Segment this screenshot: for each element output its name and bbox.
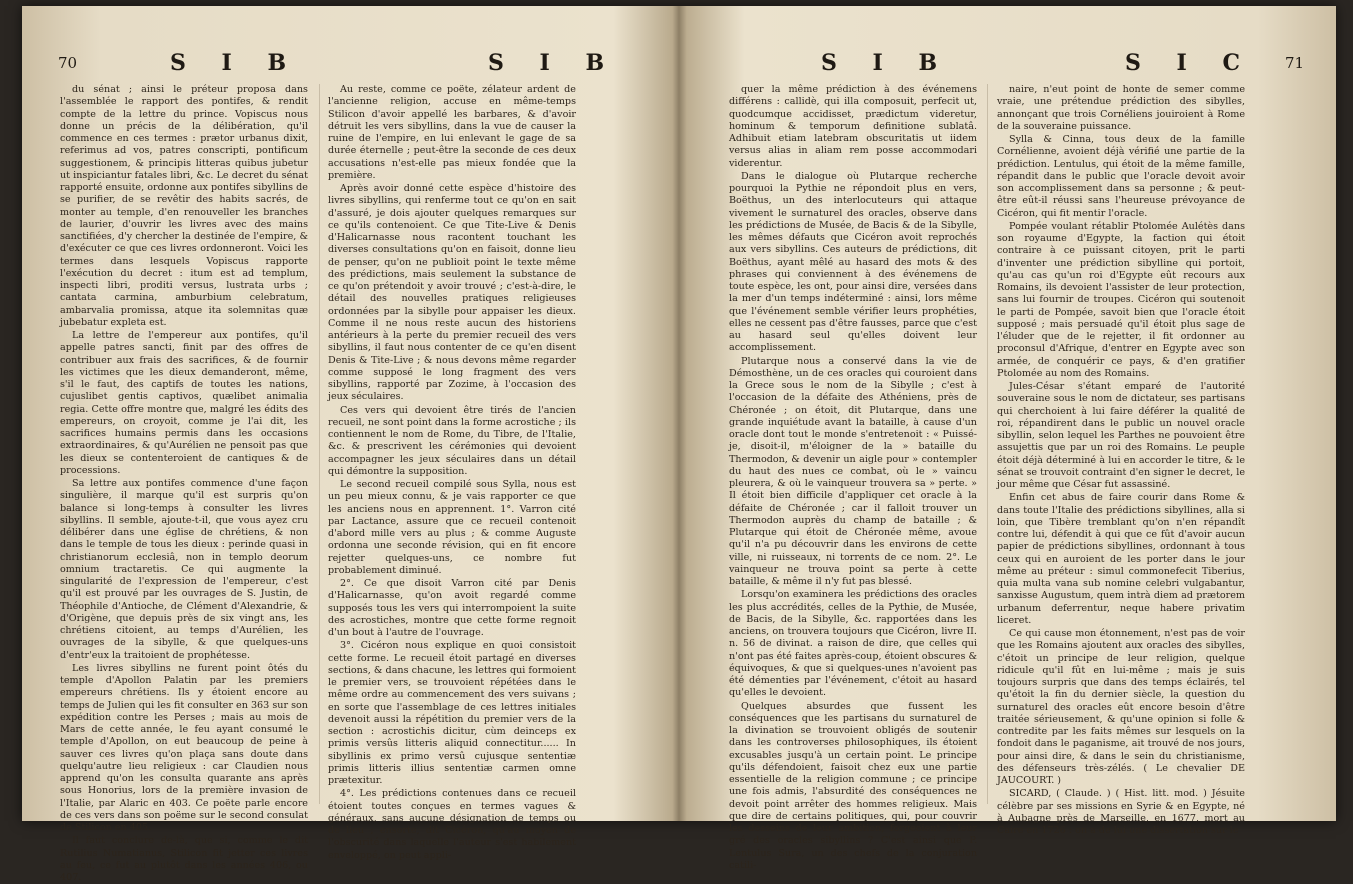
paragraph: Jules-César s'étant emparé de l'autorité souveraine sous le nom de dictateur, ses partisans qui cherchoient à lui faire déférer la qualité de roi, répandirent dans le public un nouvel oracle sibyllin, selon lequel les Parthes ne pouvoient être assujettis que par un roi des Romains. Le peuple étoit déjà déterminé à lui en accorder le titre, & le sénat se trouvoit contraint d'en signer le decret, le jour même que César fut assassiné. <box>997 381 1245 490</box>
paragraph: Au reste, comme ce poëte, zélateur ardent de l'ancienne religion, accuse en même-temps Stilicon d'avoir appellé les barbares, & d'avoir détruit les vers sibyllins, dans la vue de causer la ruine de l'empire, en lui enlevant le gage de sa durée éternelle ; peut-être la seconde de ces deux accusations n'est-elle pas mieux fondée que la première. <box>328 84 576 181</box>
left-header <box>22 50 679 78</box>
paragraph: Les livres sibyllins ne furent point ôtés du temple d'Apollon Palatin par les premiers empereurs chrétiens. Ils y étoient encore au temps de Julien qui les fit consulter en 363 sur son expédition contre les Perses ; mais au mois de Mars de cette année, le feu ayant consumé le temple d'Apollon, on eut beaucoup de peine à sauver ces livres qu'on plaça sans doute dans quelqu'autre lieu religieux : car Claudien nous apprend qu'on les consulta quarante ans après sous Honorius, lors de la première invasion de l'Italie, par Alaric en 403. Ce poëte parle encore de ces vers dans son poëme sur le second consulat de Stilicon en 405. <box>60 662 308 833</box>
paragraph: Ces vers qui devoient être tirés de l'ancien recueil, ne sont point dans la forme acrostiche ; ils contiennent le nom de Rome, du Tibre, de l'Italie, &c. & prescrivent les cérémonies qui devoient accompagner les jeux séculaires dans un détail qui démontre la supposition. <box>328 404 576 477</box>
paragraph: naire, n'eut point de honte de semer comme vraie, une prétendue prédiction des sibylles, annonçant que trois Cornéliens jouiroient à Rome de la souveraine puissance. <box>997 84 1245 132</box>
text-column-right-1 <box>729 84 977 871</box>
paragraph: Le second recueil compilé sous Sylla, nous est un peu mieux connu, & je vais rapporter ce que les anciens nous en apprennent. 1°. Varron cité par Lactance, assure que ce recueil contenoit d'abord mille vers au plus ; & comme Auguste ordonna une seconde révision, qui en fit encore rejetter quelques-uns, ce nombre fut probablement diminué. <box>328 479 576 576</box>
left-page <box>22 6 679 883</box>
paragraph: 3°. Cicéron nous explique en quoi consistoit cette forme. Le recueil étoit partagé en diverses sections, & dans chacune, les lettres qui formoient le premier vers, se trouvoient répétées dans le même ordre au commencement des vers suivans ; en sorte que l'assemblage de ces lettres initiales devenoit aussi la répétition du premier vers de la section : acrostichis dicitur, cùm deinceps ex primis versûs litteris aliquid connectitur...... In sibyllinis ex primo versû cujusque sententiæ primis litteris illius sententiæ carmen omne prætexitur. <box>328 640 576 786</box>
paragraph: Il faut conclure de-là, que si, comme le dit Rutilius Numatianus, Stilicon fit jetter ces livres au feu, ce fut au plutôt dans les années 406, ou 407. <box>60 835 308 883</box>
paragraph: Lorsqu'on examinera les prédictions des oracles les plus accrédités, celles de la Pythie, de Musée, de Bacis, de la Sibylle, &c. rapportées dans les anciens, on trouvera toujours que Cicéron, livre II. n. 56 de divinat. a raison de dire, que celles qui n'ont pas été faites après-coup, étoient obscures & équivoques, & que si quelques-unes n'avoient pas été démenties par l'événement, c'étoit au hasard qu'elles le devoient. <box>729 589 977 699</box>
right-page <box>679 6 1336 871</box>
paragraph: SICARD, ( Claude. ) ( Hist. litt. mod. ) Jésuite célèbre par ses missions en Syrie & en Egypte, né à Aubagne près de Marseille, en 1677, mort au Caire en 1726 : on a de lui une dissertation sur le <box>997 788 1245 836</box>
right-header <box>679 50 1336 78</box>
paragraph: Ce qui cause mon étonnement, n'est pas de voir que les Romains ajoutent aux oracles des sibylles, c'étoit un principe de leur religion, quelque ridicule qu'il fût en lui-même ; mais je suis toujours surpris que dans des temps éclairés, tel qu'étoit la fin du dernier siècle, la question du surnaturel des oracles eût encore besoin d'être traitée sérieusement, & qu'une opinion si folle & contredite par les faits mêmes sur lesquels on la fondoit dans le paganisme, ait trouvé de nos jours, pour ainsi dire, & dans le sein du christianisme, des défenseurs très-zélés. ( Le chevalier DE JAUCOURT. ) <box>997 628 1245 786</box>
text-column-left-2 <box>328 84 576 861</box>
text-column-right-2 <box>997 84 1245 836</box>
paragraph: Enfin cet abus de faire courir dans Rome & dans toute l'Italie des prédictions sibyllines, alla si loin, que Tibère tremblant qu'on n'en répandît contre lui, défendit à qui que ce fût d'avoir aucun papier de prédictions sibyllines, ordonnant à tous ceux qui en auroient de les porter dans le jour même au préteur : simul commonefecit Tiberius, quia multa vana sub nomine celebri vulgabantur, sanxisse Augustum, quem intrà diem ad prætorem urbanum deferrentur, neque habere privatim liceret. <box>997 492 1245 626</box>
column-divider <box>987 84 988 804</box>
page-number: 71 <box>1285 54 1305 72</box>
paragraph: Quelques absurdes que fussent les conséquences que les partisans du surnaturel de la divination se trouvoient obligés de soutenir dans les controverses philosophiques, ils étoient excusables jusqu'à un certain point. Le principe qu'ils défendoient, faisoit chez eux une partie essentielle de la religion commune ; ce principe une fois admis, l'absurdité des conséquences ne devoit point arrêter des hommes religieux. Mais que dire de certains politiques, qui, pour couvrir les desseins de leur ambition, forgeoient à leur gré des oracles sibyllins ? C'est ainsi que P. Lentulus Sura, un des chefs de la conjuration catili- <box>729 700 977 871</box>
paragraph: Après avoir donné cette espèce d'histoire des livres sibyllins, qui renferme tout ce qu'on en sait d'assuré, je dois ajouter quelques remarques sur ce qu'ils contenoient. Ce que Tite-Live & Denis d'Halicarnasse nous racontent touchant les diverses consultations qu'on en faisoit, donne lieu de penser, qu'on ne publioit point le texte même des prédictions, mais seulement la substance de ce qu'on prétendoit y avoir trouvé ; c'est-à-dire, le détail des nouvelles pratiques religieuses ordonnées par la sibylle pour appaiser les dieux. Comme il ne nous reste aucun des historiens antérieurs à la perte du premier recueil des vers sibyllins, il faut nous contenter de ce qu'en disent Denis & Tite-Live ; & nous devons même regarder comme supposé le long fragment des vers sibyllins, rapporté par Zozime, à l'occasion des jeux séculaires. <box>328 183 576 403</box>
running-head: S I B <box>821 50 952 76</box>
paragraph: 4°. Les prédictions contenues dans ce recueil étoient toutes conçues en termes vagues & généraux, sans aucune désignation de temps ou de lieu ; ensorte, dit Cicéron, qu'au moyen de l'obscurité dans laquelle l'auteur s'est habilement enveloppé, on peut appli- <box>328 788 576 861</box>
paragraph: Plutarque nous a conservé dans la vie de Démosthène, un de ces oracles qui couroient dans la Grece sous le nom de la Sibylle ; c'est à l'occasion de la défaite des Athéniens, près de Chéronée ; on étoit, dit Plutarque, dans une grande inquiétude avant la bataille, à cause d'un oracle dont tout le monde s'entretenoit : « Puissé-je, disoit-il, m'éloigner de la » bataille du Thermodon, & devenir un aigle pour » contempler du haut des nues ce combat, où le » vaincu pleurera, & où le vainqueur trouvera sa » perte. » Il étoit bien difficile d'appliquer cet oracle à la défaite de Chéronée ; car il falloit trouver un Thermodon auprès du champ de bataille ; & Plutarque qui étoit de Chéronée même, avoue qu'il n'a pu découvrir dans les environs de cette ville, ni ruisseaux, ni torrents de ce nom. 2°. Le vainqueur ne trouva point sa perte à cette bataille, & même il n'y fut pas blessé. <box>729 355 977 587</box>
running-head: S I B <box>488 50 619 76</box>
book-spread <box>22 6 1336 883</box>
paragraph: 2°. Ce que disoit Varron cité par Denis d'Halicarnasse, qu'on avoit regardé comme supposés tous les vers qui interrompoient la suite des acrostiches, montre que cette forme regnoit d'un bout à l'autre de l'ouvrage. <box>328 578 576 638</box>
text-column-left-1 <box>60 84 308 883</box>
paragraph: du sénat ; ainsi le préteur proposa dans l'assemblée le rapport des pontifes, & rendit compte de la lettre du prince. Vopiscus nous donne un précis de la délibération, qu'il commence en ces termes : prætor urbanus dixit, referimus ad vos, patres conscripti, pontificum suggestionem, & principis litteras quibus jubetur ut inspiciantur fatales libri, &c. Le decret du sénat rapporté ensuite, ordonne aux pontifes sibyllins de se purifier, de se revêtir des habits sacrés, de monter au temple, d'en renouveller les branches de laurier, d'ouvrir les livres avec des mains sanctifiées, d'y chercher la destinée de l'empire, & d'exécuter ce que ces livres ordonneront. Voici les termes dans lesquels Vopiscus rapporte l'exécution du decret : itum est ad templum, inspecti libri, proditi versus, lustrata urbs ; cantata carmina, amburbium celebratum, ambarvalia promissa, atque ita solemnitas quæ jubebatur expleta est. <box>60 84 308 328</box>
running-head: S I C <box>1125 50 1255 76</box>
paragraph: quer la même prédiction à des événemens différens : callidè, qui illa composuit, perfecit ut, quodcumque accidisset, prædictum videretur, hominum & temporum definitione sublatâ. Adhibuit etiam latebram obscuritatis ut iidem versus alias in aliam rem posse accommodari viderentur. <box>729 84 977 169</box>
paragraph: Dans le dialogue où Plutarque recherche pourquoi la Pythie ne répondoit plus en vers, Boëthus, un des interlocuteurs qui attaque vivement le surnaturel des oracles, observe dans les prédictions de Musée, de Bacis & de la Sibylle, les mêmes défauts que Cicéron avoit reprochés aux vers sibyllins. Ces auteurs de prédictions, dit Boëthus, ayant mêlé au hasard des mots & des phrases qui conviennent à des événemens de toute espèce, les ont, pour ainsi dire, versées dans la mer d'un temps indéterminé : ainsi, lors même que l'événement semble vérifier leurs prophéties, elles ne cessent pas d'être fausses, parce que c'est au hasard seul qu'elles doivent leur accomplissement. <box>729 170 977 354</box>
paragraph: La lettre de l'empereur aux pontifes, qu'il appelle patres sancti, finit par des offres de contribuer aux frais des sacrifices, & de fournir les victimes que les dieux demanderont, même, s'il le faut, des captifs de toutes les nations, cujuslibet gentis captivos, quælibet animalia regia. Cette offre montre que, malgré les édits des empereurs, on croyoit, comme je l'ai dit, les sacrifices humains permis dans les occasions extraordinaires, & qu'Aurélien ne pensoit pas que les dieux se contenteroient de cantiques & de processions. <box>60 330 308 476</box>
paragraph: Sylla & Cinna, tous deux de la famille Cornélienne, avoient déjà vérifié une partie de la prédiction. Lentulus, qui étoit de la même famille, répandit dans le public que l'oracle devoit avoir son accomplissement dans sa personne ; & peut-être eût-il réussi sans l'heureuse prévoyance de Cicéron, qui fit mentir l'oracle. <box>997 134 1245 219</box>
page-number: 70 <box>58 54 78 72</box>
paragraph: Sa lettre aux pontifes commence d'une façon singulière, il marque qu'il est surpris qu'on balance si long-temps à consulter les livres sibyllins. Il semble, ajoute-t-il, que vous ayez cru délibérer dans une église de chrétiens, & non dans le temple de tous les dieux : perinde quasi in christianorum ecclesiâ, non in templo deorum omnium tractaretis. Ce qui augmente la singularité de l'expression de l'empereur, c'est qu'il est prouvé par les ouvrages de S. Justin, de Théophile d'Antioche, de Clément d'Alexandrie, & d'Origène, que depuis près de six vingt ans, les chrétiens citoient, au temps d'Aurélien, les ouvrages de la sibylle, & que quelques-uns d'entr'eux la traitoient de prophétesse. <box>60 478 308 661</box>
paragraph: Pompée voulant rétablir Ptolomée Aulétès dans son royaume d'Egypte, la faction qui étoit contraire à ce puissant citoyen, prit le parti d'inventer une prédiction sibylline qui portoit, qu'au cas qu'un roi d'Egypte eût recours aux Romains, ils devoient l'assister de leur protection, sans lui fournir de troupes. Cicéron qui soutenoit le parti de Pompée, savoit bien que l'oracle étoit supposé ; mais persuadé qu'il étoit plus sage de l'éluder que de le rejetter, il fit ordonner au proconsul d'Afrique, d'entrer en Egypte avec son armée, de conquérir ce pays, & d'en gratifier Ptolomée au nom des Romains. <box>997 220 1245 379</box>
column-divider <box>319 84 320 804</box>
running-head: S I B <box>170 50 301 76</box>
